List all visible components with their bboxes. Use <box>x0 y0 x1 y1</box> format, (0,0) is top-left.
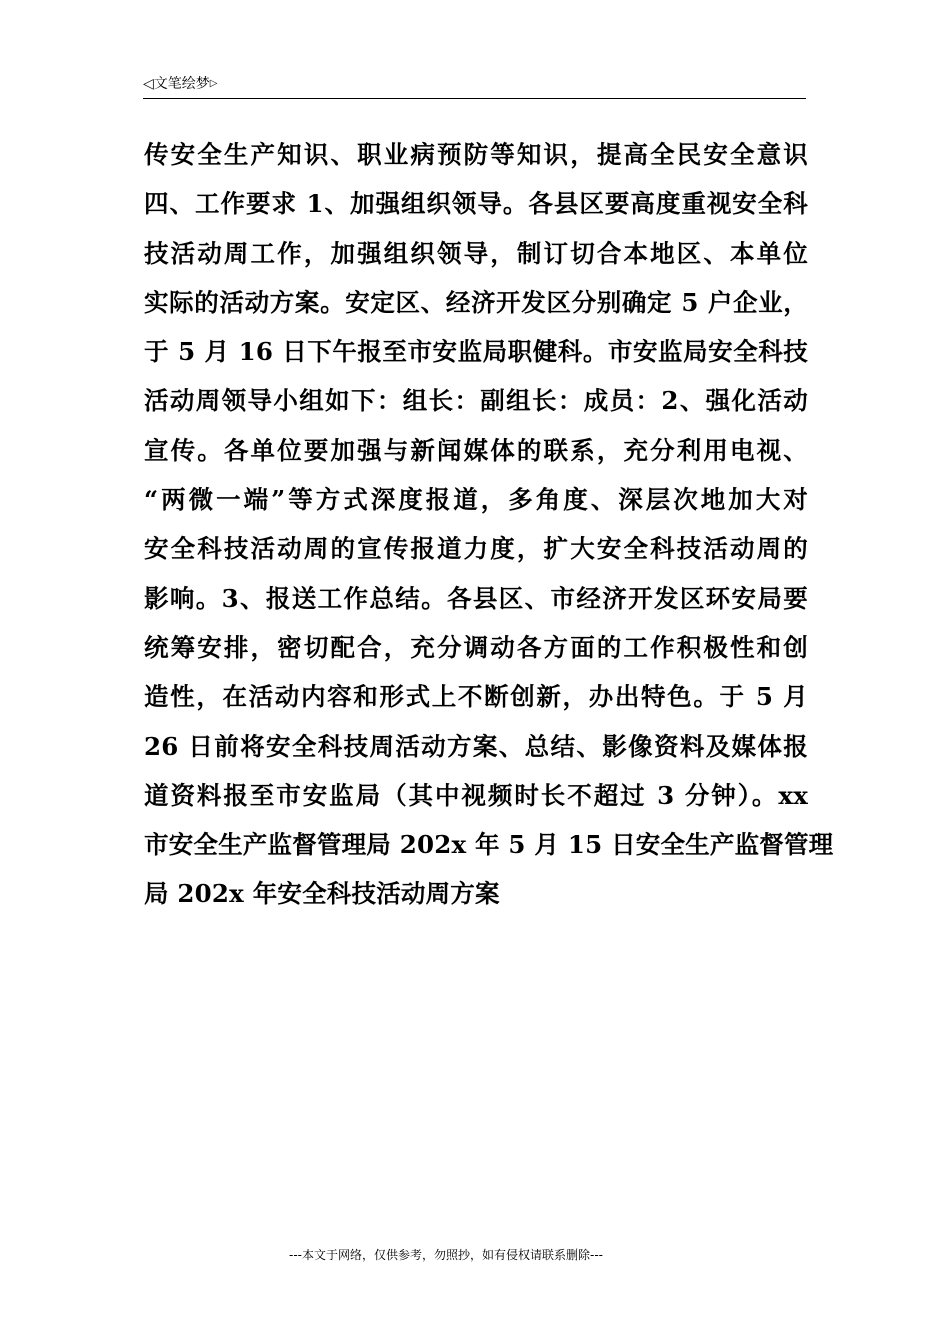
body-line: 造性，在活动内容和形式上不断创新，办出特色。于 5 月 <box>144 682 808 712</box>
document-body <box>144 130 834 919</box>
header-title: 文笔绘梦 <box>153 76 210 92</box>
body-line: 安全科技活动周的宣传报道力度，扩大安全科技活动周的 <box>144 534 808 564</box>
body-line: 市安全生产监督管理局 202x 年 5 月 15 日安全生产监督管理 <box>144 830 834 860</box>
body-line: “两微一端”等方式深度报道，多角度、深层次地加大对 <box>144 485 808 515</box>
body-line: 宣传。各单位要加强与新闻媒体的联系，充分利用电视、 <box>144 435 808 465</box>
body-line: 技活动周工作，加强组织领导，制订切合本地区、本单位 <box>144 238 808 268</box>
body-line: 传安全生产知识、职业病预防等知识，提高全民安全意识 <box>144 140 808 169</box>
page-header <box>143 74 806 99</box>
body-line: 四、工作要求 1、加强组织领导。各县区要高度重视安全科 <box>144 189 808 219</box>
header-title-group <box>143 75 217 93</box>
body-line: 影响。3、报送工作总结。各县区、市经济开发区环安局要 <box>144 583 808 613</box>
body-line: 于 5 月 16 日下午报至市安监局职健科。市安监局安全科技 <box>144 337 808 367</box>
body-line: 活动周领导小组如下：组长：副组长：成员：2、强化活动 <box>144 386 808 416</box>
body-line: 统筹安排，密切配合，充分调动各方面的工作积极性和创 <box>144 632 808 662</box>
body-line: 实际的活动方案。安定区、经济开发区分别确定 5 户企业， <box>144 287 808 317</box>
body-line: 26 日前将安全科技周活动方案、总结、影像资料及媒体报 <box>144 731 808 761</box>
header-left-triangle-icon: ◁ <box>143 76 154 92</box>
body-line-last: 局 202x 年安全科技活动周方案 <box>144 879 500 909</box>
footer-disclaimer: ---本文于网络，仅供参考，勿照抄，如有侵权请联系删除--- <box>289 1248 603 1262</box>
header-right-triangle-icon: ▷ <box>209 78 218 89</box>
body-line: 道资料报至市安监局（其中视频时长不超过 3 分钟）。xx <box>144 780 808 810</box>
